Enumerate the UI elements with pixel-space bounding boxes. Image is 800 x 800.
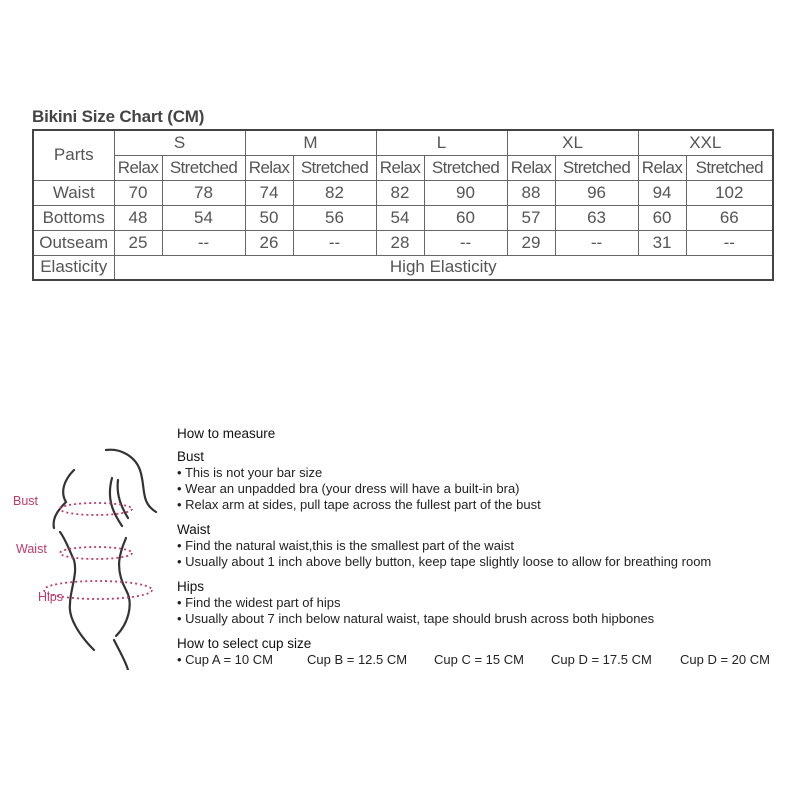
table-row (33, 230, 773, 255)
bust-label: Bust (13, 494, 39, 508)
table-cell: 26 (245, 230, 293, 255)
measure-instructions (177, 425, 787, 668)
size-chart-table (32, 129, 774, 281)
bust-item: • This is not your bar size (177, 465, 323, 480)
relax-header: Relax (376, 155, 424, 180)
table-cell: 31 (638, 230, 686, 255)
row-label: Elasticity (33, 255, 114, 280)
hips-item: • Find the widest part of hips (177, 595, 341, 610)
size-header: M (245, 130, 376, 155)
hips-item: • Usually about 7 inch below natural waist, tape should brush across both hipbones (177, 611, 655, 626)
table-cell: 50 (245, 205, 293, 230)
cup-item: Cup D = 17.5 CM (551, 652, 652, 667)
table-cell: 94 (638, 180, 686, 205)
size-header-row (33, 130, 773, 155)
table-cell: 60 (424, 205, 507, 230)
table-cell: -- (686, 230, 773, 255)
table-cell: 48 (114, 205, 162, 230)
table-cell: 56 (293, 205, 376, 230)
table-cell: 70 (114, 180, 162, 205)
cup-item: • Cup A = 10 CM (177, 652, 273, 667)
table-cell: -- (424, 230, 507, 255)
cup-item: Cup D = 20 CM (680, 652, 770, 667)
size-header: XXL (638, 130, 773, 155)
cup-heading: How to select cup size (177, 636, 312, 651)
size-header: XL (507, 130, 638, 155)
cup-item: Cup B = 12.5 CM (307, 652, 408, 667)
parts-header: Parts (33, 130, 114, 180)
cup-item: Cup C = 15 CM (434, 652, 524, 667)
relax-header: Relax (638, 155, 686, 180)
table-cell: -- (555, 230, 638, 255)
table-row (33, 255, 773, 280)
measure-title: How to measure (177, 426, 276, 441)
elasticity-value: High Elasticity (114, 255, 773, 280)
bust-item: • Relax arm at sides, pull tape across the fullest part of the bust (177, 497, 541, 512)
table-cell: 88 (507, 180, 555, 205)
hips-label: Hips (38, 590, 64, 604)
stretched-header: Stretched (162, 155, 245, 180)
table-cell: -- (293, 230, 376, 255)
table-cell: 78 (162, 180, 245, 205)
table-cell: 74 (245, 180, 293, 205)
table-cell: 60 (638, 205, 686, 230)
table-cell: 82 (376, 180, 424, 205)
table-cell: 25 (114, 230, 162, 255)
relax-header: Relax (245, 155, 293, 180)
table-cell: 90 (424, 180, 507, 205)
row-label: Waist (33, 180, 114, 205)
cup-list (177, 652, 787, 668)
relax-header: Relax (507, 155, 555, 180)
sub-header-row (33, 155, 773, 180)
bust-heading: Bust (177, 449, 205, 464)
waist-item: • Find the natural waist,this is the smallest part of the waist (177, 538, 514, 553)
table-cell: 29 (507, 230, 555, 255)
size-header: L (376, 130, 507, 155)
table-row (33, 205, 773, 230)
table-cell: 102 (686, 180, 773, 205)
row-label: Outseam (33, 230, 114, 255)
table-cell: 54 (162, 205, 245, 230)
body-figure (8, 440, 173, 670)
table-cell: 57 (507, 205, 555, 230)
table-cell: 28 (376, 230, 424, 255)
waist-label: Waist (16, 542, 47, 556)
stretched-header: Stretched (293, 155, 376, 180)
table-row (33, 180, 773, 205)
size-chart-title: Bikini Size Chart (CM) (32, 107, 205, 126)
bust-item: • Wear an unpadded bra (your dress will have a built-in bra) (177, 481, 520, 496)
table-cell: 54 (376, 205, 424, 230)
waist-item: • Usually about 1 inch above belly button, keep tape slightly loose to allow for breathing room (177, 554, 712, 569)
stretched-header: Stretched (555, 155, 638, 180)
row-label: Bottoms (33, 205, 114, 230)
hips-heading: Hips (177, 579, 205, 594)
stretched-header: Stretched (686, 155, 773, 180)
table-cell: 63 (555, 205, 638, 230)
relax-header: Relax (114, 155, 162, 180)
table-cell: 66 (686, 205, 773, 230)
stretched-header: Stretched (424, 155, 507, 180)
waist-heading: Waist (177, 522, 211, 537)
table-cell: 96 (555, 180, 638, 205)
size-header: S (114, 130, 245, 155)
table-cell: 82 (293, 180, 376, 205)
table-cell: -- (162, 230, 245, 255)
